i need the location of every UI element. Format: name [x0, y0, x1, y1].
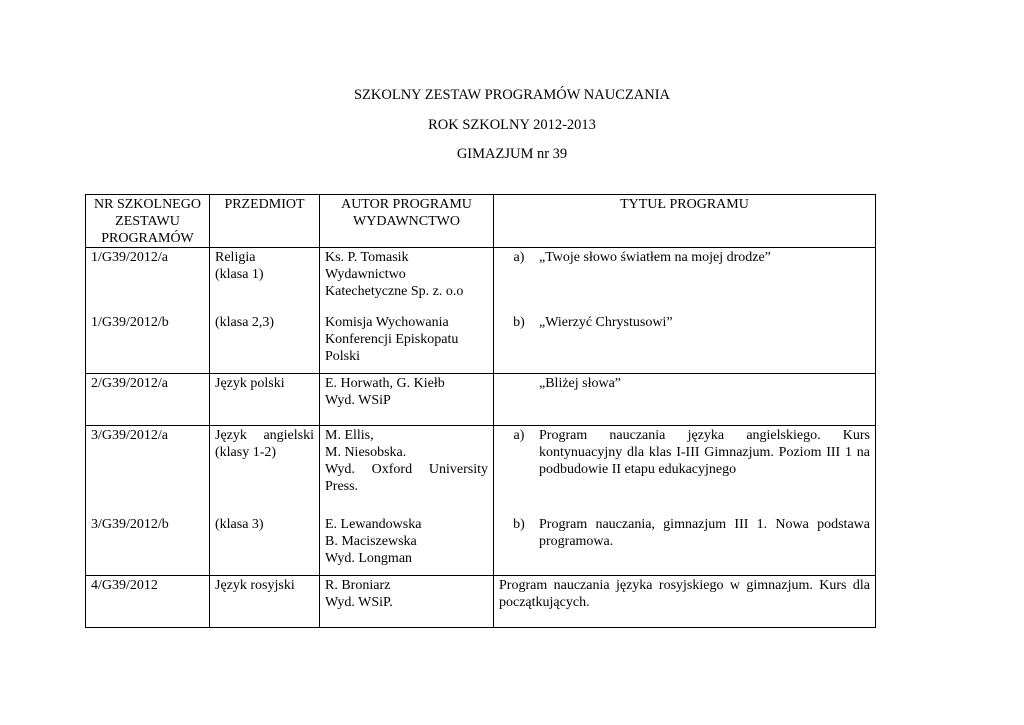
- row-nr: 2/G39/2012/a: [86, 374, 210, 426]
- row-przedmiot: Język polski: [210, 374, 320, 426]
- list-marker: [499, 375, 539, 392]
- row-tytul: „Bliżej słowa”: [494, 374, 876, 426]
- row-tytul: a) Program nauczania języka angielskiego. Kurs kontynuacyjny dla klas I-III Gimnazjum. Poziom III 1 na podbudowie II etapu edukacyjnego: [494, 426, 876, 512]
- header-przedmiot: PRZEDMIOT: [210, 195, 320, 248]
- row-nr: 1/G39/2012/b: [86, 310, 210, 374]
- list-marker: a): [513, 250, 525, 265]
- list-marker: b): [513, 314, 525, 330]
- program-table: [85, 194, 876, 628]
- row-przedmiot: Język angielski (klasy 1-2): [210, 426, 320, 512]
- header-tytul: TYTUŁ PROGRAMU: [494, 195, 876, 248]
- row-nr: 4/G39/2012: [86, 576, 210, 628]
- school-name: GIMAZJUM nr 39: [456, 146, 568, 162]
- table-row: [86, 576, 876, 628]
- row-tytul: a) „Twoje słowo światłem na mojej drodze”: [494, 248, 876, 310]
- row-przedmiot: (klasa 2,3): [210, 310, 320, 374]
- table-row: [86, 512, 876, 576]
- row-autor: Ks. P. Tomasik Wydawnictwo Katechetyczne Sp. z. o.o: [320, 248, 494, 310]
- row-przedmiot: Język rosyjski: [210, 576, 320, 628]
- table-row: [86, 426, 876, 512]
- row-autor: E. Lewandowska B. Maciszewska Wyd. Longman: [320, 512, 494, 576]
- row-nr: 3/G39/2012/b: [86, 512, 210, 576]
- list-marker: a): [513, 428, 525, 443]
- document-title: SZKOLNY ZESTAW PROGRAMÓW NAUCZANIA: [353, 87, 670, 103]
- table-header-row: [86, 195, 876, 248]
- header-nr: NR SZKOLNEGO ZESTAWU PROGRAMÓW: [86, 195, 210, 248]
- row-przedmiot: (klasa 3): [210, 512, 320, 576]
- row-nr: 3/G39/2012/a: [86, 426, 210, 512]
- table-row: [86, 310, 876, 374]
- row-autor: E. Horwath, G. Kiełb Wyd. WSiP: [320, 374, 494, 426]
- row-autor: R. Broniarz Wyd. WSiP.: [320, 576, 494, 628]
- list-marker: b): [513, 516, 525, 532]
- row-tytul: b) „Wierzyć Chrystusowi”: [494, 310, 876, 374]
- row-autor: M. Ellis, M. Niesobska. Wyd. Oxford University Press.: [320, 426, 494, 512]
- row-tytul: b) Program nauczania, gimnazjum III 1. Nowa podstawa programowa.: [494, 512, 876, 576]
- table-row: [86, 248, 876, 310]
- table-row: [86, 374, 876, 426]
- row-nr: 1/G39/2012/a: [86, 248, 210, 310]
- header-autor: AUTOR PROGRAMU WYDAWNCTWO: [320, 195, 494, 248]
- row-tytul: Program nauczania języka rosyjskiego w gimnazjum. Kurs dla początkujących.: [494, 576, 876, 628]
- row-przedmiot: Religia (klasa 1): [210, 248, 320, 310]
- row-autor: Komisja Wychowania Konferencji Episkopatu Polski: [320, 310, 494, 374]
- school-year: ROK SZKOLNY 2012-2013: [428, 117, 596, 133]
